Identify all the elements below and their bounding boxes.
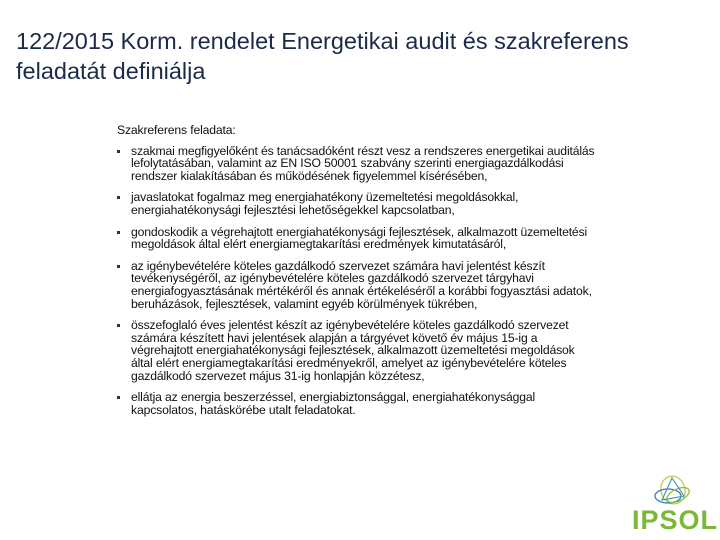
intro-text: Szakreferens feladata: [117,123,236,137]
bullet-icon [117,396,120,399]
ipsol-logo [632,470,719,535]
logo-mark-icon [632,470,714,506]
list-item [117,191,597,216]
list-item-text: javaslatokat fogalmaz meg energiahatékony üzemeltetési megoldásokkal, energiahatékonysági fejlesztési lehetőségekkel kapcsolatban, [131,190,519,217]
bullet-icon [117,150,120,153]
list-item [117,319,597,382]
list-item [117,226,597,251]
list-item [117,391,597,416]
list-item-text: szakmai megfigyelőként és tanácsadóként részt vesz a rendszeres energetikai auditálás lefolytatásában, valamint az EN ISO 50001 szabvány szerinti energiagazdálkodási rendszer kialakításában és működésének figyelemmel kísérésében, [131,143,595,183]
list-item-text: az igénybevételére köteles gazdálkodó szervezet számára havi jelentést készít tevékenységéről, az igénybevételére köteles gazdálkodó szervezet tárgyhavi energiafogyasztásának mértékéről és annak értékeléséről a korábbi fogyasztási adatok, beruházások, fejlesztések, valamint egyéb körülmények tükrében, [131,258,592,311]
logo-text: IPSOL [632,505,719,535]
bullet-icon [117,231,120,234]
list-item-text: ellátja az energia beszerzéssel, energiabiztonsággal, energiahatékonysággal kapcsolatos, hatáskörébe utalt feladatokat. [131,390,536,417]
list-item [117,145,597,183]
bullet-icon [117,324,120,327]
task-list [117,145,597,417]
list-item-text: gondoskodik a végrehajtott energiahatékonysági fejlesztések, alkalmazott üzemeltetési megoldások által elért energiamegtakarítási eredmények kimutatásáról, [131,224,588,252]
bullet-icon [117,265,120,268]
list-item [117,260,597,310]
bullet-icon [117,196,120,199]
list-item-text: összefoglaló éves jelentést készít az igénybevételére köteles gazdálkodó szervezet számára készített havi jelentések alapján a tárgyévet követő év május 15-ig a végrehajtott energiahatékonysági fejlesztések, alkalmazott üzemeltetési megoldások által elért energiamegtakarítási eredményekről, amelyet az igénybevételére köteles gazdálkodó szervezet május 31-ig honlapján közzétesz, [131,318,575,383]
slide-title: 122/2015 Korm. rendelet Energetikai audit és szakreferens feladatát definiálja [16,28,629,84]
slide-content [117,124,597,425]
